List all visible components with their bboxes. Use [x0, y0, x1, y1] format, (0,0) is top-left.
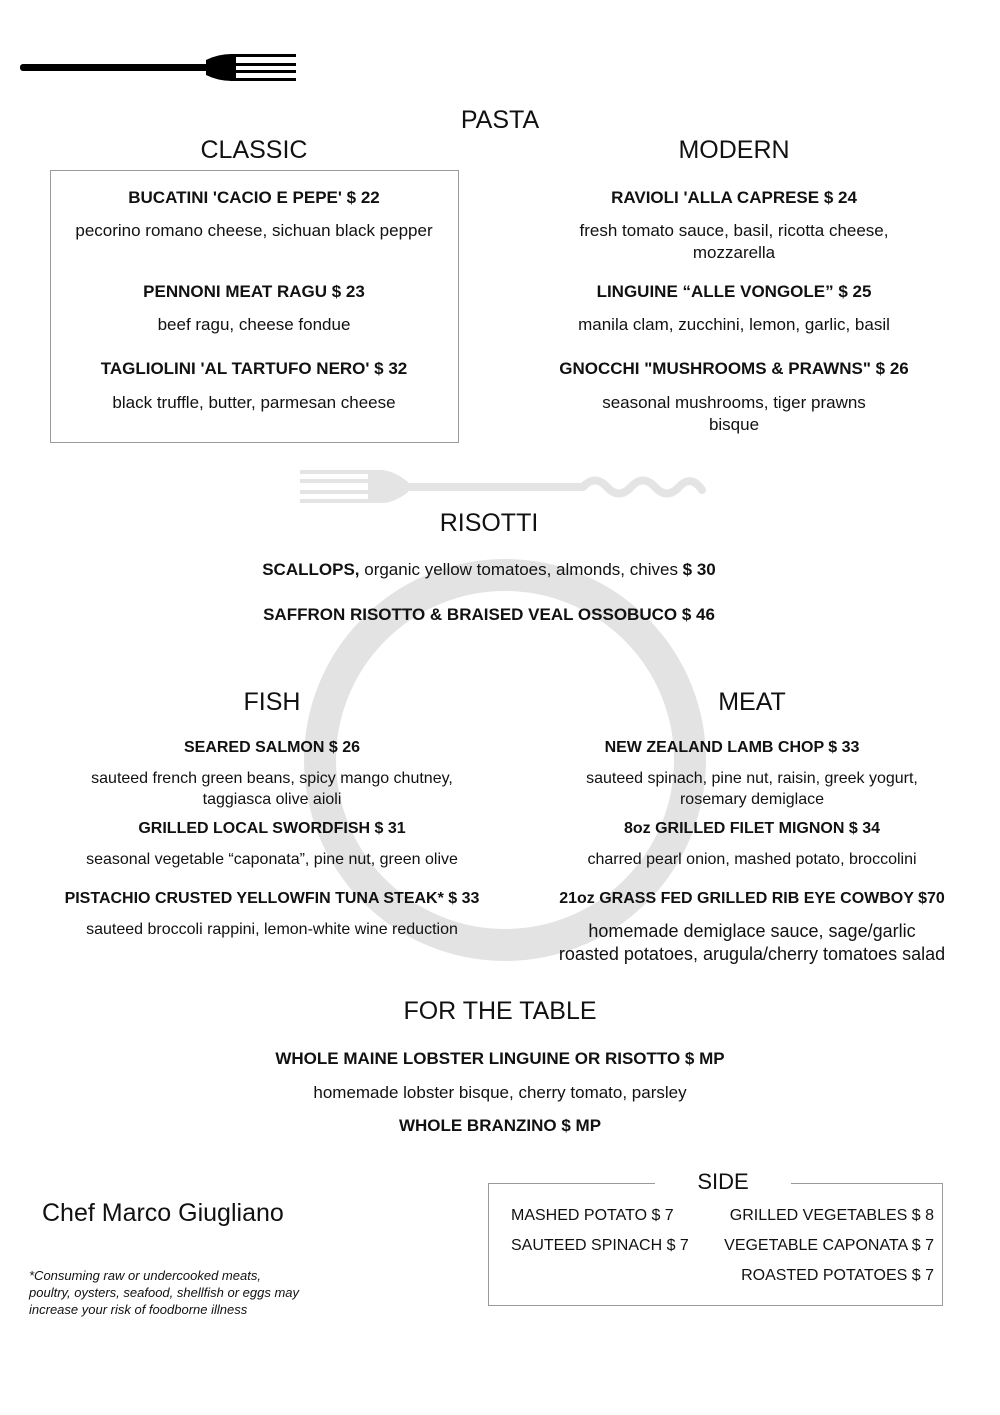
modern-item-desc: seasonal mushrooms, tiger prawns: [602, 393, 866, 412]
meat-item-desc: charred pearl onion, mashed potato, broccolini: [587, 851, 917, 868]
modern-item-desc: mozzarella: [692, 243, 776, 262]
side-item: VEGETABLE CAPONATA $ 7: [724, 1237, 934, 1254]
subsection-title-modern: MODERN: [678, 136, 790, 164]
fish-item-name: GRILLED LOCAL SWORDFISH $ 31: [138, 820, 406, 837]
modern-item-name: RAVIOLI 'ALLA CAPRESE $ 24: [611, 188, 857, 207]
fish-item-desc: taggiasca olive aioli: [202, 791, 342, 808]
disclaimer-line: poultry, oysters, seafood, shellfish or eggs may: [29, 1285, 299, 1300]
meat-item-name: 21oz GRASS FED GRILLED RIB EYE COWBOY $70: [559, 890, 945, 907]
meat-item-desc: homemade demiglace sauce, sage/garlic: [588, 921, 916, 941]
disclaimer: [29, 1267, 299, 1318]
chef-name: Chef Marco Giugliano: [42, 1199, 284, 1227]
fish-item-name: SEARED SALMON $ 26: [183, 739, 361, 756]
fish-item-desc: sauteed broccoli rappini, lemon-white wine reduction: [86, 921, 458, 938]
side-item: ROASTED POTATOES $ 7: [741, 1267, 934, 1284]
modern-item-desc: manila clam, zucchini, lemon, garlic, basil: [578, 315, 890, 334]
fork-icon: [18, 50, 298, 86]
section-title-for-the-table: FOR THE TABLE: [403, 997, 597, 1025]
side-item: GRILLED VEGETABLES $ 8: [729, 1207, 934, 1224]
classic-item-name: PENNONI MEAT RAGU $ 23: [143, 282, 365, 301]
meat-item-name: 8oz GRILLED FILET MIGNON $ 34: [623, 820, 881, 837]
classic-item-name: BUCATINI 'CACIO E PEPE' $ 22: [128, 188, 380, 207]
table-item-name: WHOLE MAINE LOBSTER LINGUINE OR RISOTTO $ MP: [275, 1049, 725, 1068]
side-item: SAUTEED SPINACH $ 7: [511, 1237, 689, 1254]
subsection-title-classic: CLASSIC: [200, 136, 308, 164]
table-item-name: WHOLE BRANZINO $ MP: [398, 1116, 602, 1135]
section-title-fish: FISH: [243, 688, 301, 716]
risotti-item-scallops: [0, 560, 978, 580]
table-item-desc: homemade lobster bisque, cherry tomato, parsley: [313, 1083, 687, 1102]
risotti-item-name: SAFFRON RISOTTO & BRAISED VEAL OSSOBUCO $ 46: [263, 605, 715, 624]
modern-item-name: GNOCCHI "MUSHROOMS & PRAWNS" $ 26: [559, 359, 909, 378]
classic-item-desc: beef ragu, cheese fondue: [157, 315, 351, 334]
side-title: SIDE: [655, 1169, 791, 1195]
meat-item-desc: rosemary demiglace: [679, 791, 825, 808]
meat-item-name: NEW ZEALAND LAMB CHOP $ 33: [604, 739, 860, 756]
meat-item-desc: roasted potatoes, arugula/cherry tomatoes salad: [558, 944, 946, 964]
modern-item-name: LINGUINE “ALLE VONGOLE” $ 25: [596, 282, 872, 301]
risotti-item-name: SCALLOPS,: [262, 560, 360, 579]
risotti-item-price: $ 30: [682, 560, 716, 579]
section-title-meat: MEAT: [718, 688, 786, 716]
classic-item-desc: pecorino romano cheese, sichuan black pepper: [75, 221, 433, 240]
fish-item-desc: seasonal vegetable “caponata”, pine nut, green olive: [86, 851, 458, 868]
risotti-item-desc: organic yellow tomatoes, almonds, chives: [359, 560, 683, 579]
fork-divider-icon: [298, 466, 708, 508]
section-title-risotti: RISOTTI: [439, 509, 539, 537]
modern-item-desc: fresh tomato sauce, basil, ricotta cheese,: [579, 221, 889, 240]
side-item: MASHED POTATO $ 7: [511, 1207, 674, 1224]
meat-item-desc: sauteed spinach, pine nut, raisin, greek yogurt,: [586, 770, 918, 787]
disclaimer-line: *Consuming raw or undercooked meats,: [29, 1268, 261, 1283]
classic-item-name: TAGLIOLINI 'AL TARTUFO NERO' $ 32: [100, 359, 408, 378]
disclaimer-line: increase your risk of foodborne illness: [29, 1302, 248, 1317]
fish-item-desc: sauteed french green beans, spicy mango chutney,: [91, 770, 453, 787]
section-title-pasta: PASTA: [460, 106, 540, 134]
classic-item-desc: black truffle, butter, parmesan cheese: [112, 393, 396, 412]
fish-item-name: PISTACHIO CRUSTED YELLOWFIN TUNA STEAK* $ 33: [64, 890, 480, 907]
modern-item-desc: bisque: [708, 415, 760, 434]
